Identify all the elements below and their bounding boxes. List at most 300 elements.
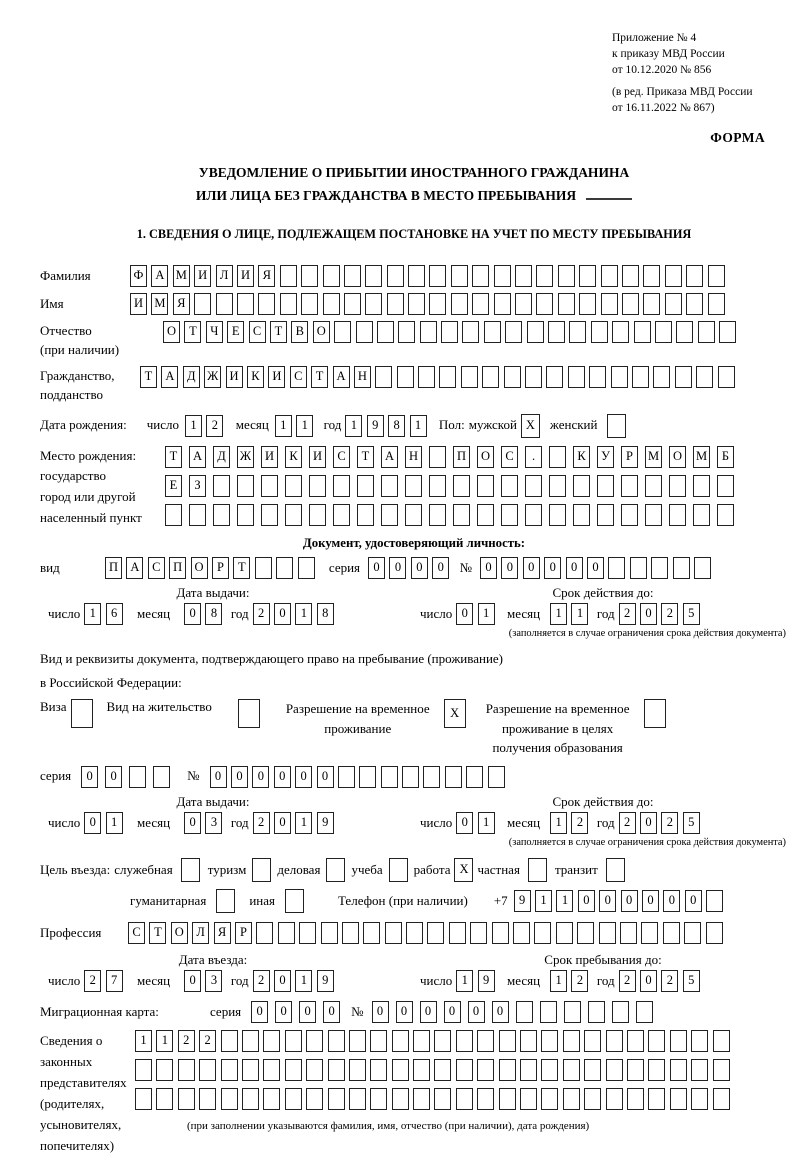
- sex-male-checkbox[interactable]: X: [521, 414, 540, 438]
- char-cell[interactable]: [413, 1030, 430, 1052]
- char-cell[interactable]: [423, 766, 440, 788]
- char-cell[interactable]: [717, 504, 734, 526]
- char-cell[interactable]: [477, 504, 494, 526]
- char-cell[interactable]: [669, 475, 686, 497]
- char-cell[interactable]: 0: [456, 603, 473, 625]
- char-cell[interactable]: 0: [184, 603, 201, 625]
- char-cell[interactable]: [472, 265, 489, 287]
- char-cell[interactable]: [213, 504, 230, 526]
- char-cell[interactable]: М: [645, 446, 662, 468]
- char-cell[interactable]: [676, 321, 693, 343]
- char-cell[interactable]: [178, 1088, 195, 1110]
- char-cell[interactable]: [549, 504, 566, 526]
- char-cell[interactable]: [377, 321, 394, 343]
- char-cell[interactable]: М: [173, 265, 190, 287]
- char-cell[interactable]: [392, 1030, 409, 1052]
- char-cell[interactable]: [456, 1059, 473, 1081]
- char-cell[interactable]: [589, 366, 606, 388]
- char-cell[interactable]: [534, 922, 551, 944]
- char-cell[interactable]: 3: [205, 970, 222, 992]
- char-cell[interactable]: [255, 557, 272, 579]
- char-cell[interactable]: 0: [274, 766, 291, 788]
- char-cell[interactable]: 2: [84, 970, 101, 992]
- purpose-official-checkbox[interactable]: [181, 858, 200, 882]
- char-cell[interactable]: И: [268, 366, 285, 388]
- char-cell[interactable]: [627, 1088, 644, 1110]
- char-cell[interactable]: Ж: [237, 446, 254, 468]
- sex-female-checkbox[interactable]: [607, 414, 626, 438]
- char-cell[interactable]: З: [189, 475, 206, 497]
- char-cell[interactable]: [648, 1030, 665, 1052]
- char-cell[interactable]: И: [194, 265, 211, 287]
- char-cell[interactable]: [221, 1030, 238, 1052]
- char-cell[interactable]: [189, 504, 206, 526]
- char-cell[interactable]: [387, 265, 404, 287]
- char-cell[interactable]: [453, 475, 470, 497]
- char-cell[interactable]: [237, 293, 254, 315]
- char-cell[interactable]: 8: [317, 603, 334, 625]
- char-cell[interactable]: К: [247, 366, 264, 388]
- char-cell[interactable]: [525, 475, 542, 497]
- char-cell[interactable]: [686, 293, 703, 315]
- char-cell[interactable]: [651, 557, 668, 579]
- char-cell[interactable]: [584, 1059, 601, 1081]
- char-cell[interactable]: 0: [274, 603, 291, 625]
- char-cell[interactable]: 0: [663, 890, 680, 912]
- char-cell[interactable]: [569, 321, 586, 343]
- char-cell[interactable]: П: [453, 446, 470, 468]
- char-cell[interactable]: [632, 366, 649, 388]
- char-cell[interactable]: [276, 557, 293, 579]
- char-cell[interactable]: [285, 1088, 302, 1110]
- char-cell[interactable]: [477, 1059, 494, 1081]
- char-cell[interactable]: И: [261, 446, 278, 468]
- char-cell[interactable]: 0: [368, 557, 385, 579]
- char-cell[interactable]: [375, 366, 392, 388]
- char-cell[interactable]: [606, 1088, 623, 1110]
- char-cell[interactable]: [611, 366, 628, 388]
- char-cell[interactable]: [622, 265, 639, 287]
- char-cell[interactable]: [622, 293, 639, 315]
- char-cell[interactable]: [306, 1088, 323, 1110]
- char-cell[interactable]: [349, 1059, 366, 1081]
- char-cell[interactable]: [645, 475, 662, 497]
- char-cell[interactable]: [398, 321, 415, 343]
- char-cell[interactable]: 8: [205, 603, 222, 625]
- char-cell[interactable]: Т: [357, 446, 374, 468]
- char-cell[interactable]: [713, 1088, 730, 1110]
- char-cell[interactable]: [381, 766, 398, 788]
- char-cell[interactable]: 0: [685, 890, 702, 912]
- char-cell[interactable]: [669, 504, 686, 526]
- char-cell[interactable]: [342, 922, 359, 944]
- char-cell[interactable]: 0: [501, 557, 518, 579]
- char-cell[interactable]: 2: [253, 812, 270, 834]
- char-cell[interactable]: 1: [456, 970, 473, 992]
- char-cell[interactable]: 0: [640, 970, 657, 992]
- char-cell[interactable]: [708, 265, 725, 287]
- char-cell[interactable]: [213, 475, 230, 497]
- char-cell[interactable]: 1: [296, 415, 313, 437]
- char-cell[interactable]: [413, 1059, 430, 1081]
- char-cell[interactable]: Р: [212, 557, 229, 579]
- char-cell[interactable]: 0: [492, 1001, 509, 1023]
- char-cell[interactable]: О: [477, 446, 494, 468]
- char-cell[interactable]: [309, 475, 326, 497]
- char-cell[interactable]: А: [126, 557, 143, 579]
- char-cell[interactable]: 0: [81, 766, 98, 788]
- char-cell[interactable]: [357, 475, 374, 497]
- char-cell[interactable]: 0: [396, 1001, 413, 1023]
- char-cell[interactable]: [477, 1030, 494, 1052]
- char-cell[interactable]: [357, 504, 374, 526]
- char-cell[interactable]: [178, 1059, 195, 1081]
- char-cell[interactable]: С: [333, 446, 350, 468]
- temp-residence-education-checkbox[interactable]: [644, 699, 666, 728]
- char-cell[interactable]: [461, 366, 478, 388]
- char-cell[interactable]: [675, 366, 692, 388]
- char-cell[interactable]: 8: [388, 415, 405, 437]
- char-cell[interactable]: [663, 922, 680, 944]
- char-cell[interactable]: [135, 1088, 152, 1110]
- purpose-transit-checkbox[interactable]: [606, 858, 625, 882]
- char-cell[interactable]: [698, 321, 715, 343]
- char-cell[interactable]: [477, 475, 494, 497]
- char-cell[interactable]: [655, 321, 672, 343]
- char-cell[interactable]: 0: [444, 1001, 461, 1023]
- char-cell[interactable]: [520, 1059, 537, 1081]
- char-cell[interactable]: 0: [252, 766, 269, 788]
- char-cell[interactable]: Т: [149, 922, 166, 944]
- char-cell[interactable]: [363, 922, 380, 944]
- char-cell[interactable]: О: [163, 321, 180, 343]
- char-cell[interactable]: [568, 366, 585, 388]
- char-cell[interactable]: 0: [372, 1001, 389, 1023]
- char-cell[interactable]: [686, 265, 703, 287]
- char-cell[interactable]: [612, 1001, 629, 1023]
- char-cell[interactable]: [328, 1088, 345, 1110]
- char-cell[interactable]: 0: [587, 557, 604, 579]
- char-cell[interactable]: [549, 446, 566, 468]
- char-cell[interactable]: Л: [192, 922, 209, 944]
- char-cell[interactable]: [385, 922, 402, 944]
- char-cell[interactable]: [392, 1059, 409, 1081]
- char-cell[interactable]: [299, 922, 316, 944]
- char-cell[interactable]: [129, 766, 146, 788]
- char-cell[interactable]: У: [597, 446, 614, 468]
- char-cell[interactable]: 0: [184, 970, 201, 992]
- char-cell[interactable]: [691, 1088, 708, 1110]
- char-cell[interactable]: [621, 475, 638, 497]
- char-cell[interactable]: [441, 321, 458, 343]
- char-cell[interactable]: 0: [456, 812, 473, 834]
- char-cell[interactable]: 2: [199, 1030, 216, 1052]
- char-cell[interactable]: [494, 265, 511, 287]
- char-cell[interactable]: [516, 1001, 533, 1023]
- char-cell[interactable]: 1: [410, 415, 427, 437]
- char-cell[interactable]: И: [237, 265, 254, 287]
- char-cell[interactable]: Т: [184, 321, 201, 343]
- char-cell[interactable]: 0: [105, 766, 122, 788]
- char-cell[interactable]: [691, 1059, 708, 1081]
- purpose-work-checkbox[interactable]: X: [454, 858, 473, 882]
- char-cell[interactable]: 9: [367, 415, 384, 437]
- char-cell[interactable]: [515, 293, 532, 315]
- purpose-private-checkbox[interactable]: [528, 858, 547, 882]
- char-cell[interactable]: 0: [578, 890, 595, 912]
- char-cell[interactable]: Ф: [130, 265, 147, 287]
- char-cell[interactable]: [156, 1059, 173, 1081]
- char-cell[interactable]: А: [161, 366, 178, 388]
- char-cell[interactable]: [515, 265, 532, 287]
- char-cell[interactable]: Д: [213, 446, 230, 468]
- char-cell[interactable]: [584, 1030, 601, 1052]
- char-cell[interactable]: [636, 1001, 653, 1023]
- char-cell[interactable]: [365, 293, 382, 315]
- char-cell[interactable]: [285, 475, 302, 497]
- char-cell[interactable]: 1: [550, 603, 567, 625]
- char-cell[interactable]: [333, 504, 350, 526]
- char-cell[interactable]: Т: [311, 366, 328, 388]
- char-cell[interactable]: [306, 1059, 323, 1081]
- char-cell[interactable]: П: [169, 557, 186, 579]
- char-cell[interactable]: Н: [354, 366, 371, 388]
- char-cell[interactable]: [338, 766, 355, 788]
- char-cell[interactable]: [648, 1088, 665, 1110]
- char-cell[interactable]: 9: [478, 970, 495, 992]
- char-cell[interactable]: [420, 321, 437, 343]
- char-cell[interactable]: 5: [683, 812, 700, 834]
- char-cell[interactable]: Т: [270, 321, 287, 343]
- char-cell[interactable]: М: [151, 293, 168, 315]
- char-cell[interactable]: С: [290, 366, 307, 388]
- char-cell[interactable]: 0: [523, 557, 540, 579]
- char-cell[interactable]: [387, 293, 404, 315]
- char-cell[interactable]: 5: [683, 603, 700, 625]
- char-cell[interactable]: О: [669, 446, 686, 468]
- char-cell[interactable]: [621, 504, 638, 526]
- char-cell[interactable]: [564, 1001, 581, 1023]
- char-cell[interactable]: А: [189, 446, 206, 468]
- char-cell[interactable]: [563, 1059, 580, 1081]
- char-cell[interactable]: 0: [599, 890, 616, 912]
- char-cell[interactable]: [429, 265, 446, 287]
- char-cell[interactable]: [691, 1030, 708, 1052]
- char-cell[interactable]: [194, 293, 211, 315]
- char-cell[interactable]: 0: [621, 890, 638, 912]
- char-cell[interactable]: 7: [106, 970, 123, 992]
- char-cell[interactable]: [237, 475, 254, 497]
- char-cell[interactable]: Н: [405, 446, 422, 468]
- char-cell[interactable]: [563, 1030, 580, 1052]
- char-cell[interactable]: [540, 1001, 557, 1023]
- char-cell[interactable]: [445, 766, 462, 788]
- char-cell[interactable]: [413, 1088, 430, 1110]
- char-cell[interactable]: [199, 1059, 216, 1081]
- char-cell[interactable]: 1: [535, 890, 552, 912]
- char-cell[interactable]: [501, 504, 518, 526]
- char-cell[interactable]: Р: [235, 922, 252, 944]
- char-cell[interactable]: [439, 366, 456, 388]
- char-cell[interactable]: [456, 1030, 473, 1052]
- char-cell[interactable]: [499, 1088, 516, 1110]
- char-cell[interactable]: 9: [514, 890, 531, 912]
- char-cell[interactable]: 0: [544, 557, 561, 579]
- char-cell[interactable]: С: [128, 922, 145, 944]
- char-cell[interactable]: [477, 1088, 494, 1110]
- char-cell[interactable]: Я: [258, 265, 275, 287]
- char-cell[interactable]: [370, 1088, 387, 1110]
- char-cell[interactable]: 0: [640, 812, 657, 834]
- char-cell[interactable]: 0: [432, 557, 449, 579]
- char-cell[interactable]: [513, 922, 530, 944]
- char-cell[interactable]: С: [249, 321, 266, 343]
- char-cell[interactable]: Л: [216, 265, 233, 287]
- char-cell[interactable]: [280, 265, 297, 287]
- char-cell[interactable]: [591, 321, 608, 343]
- char-cell[interactable]: [456, 1088, 473, 1110]
- char-cell[interactable]: [597, 504, 614, 526]
- char-cell[interactable]: [285, 1030, 302, 1052]
- char-cell[interactable]: [323, 293, 340, 315]
- char-cell[interactable]: 6: [106, 603, 123, 625]
- char-cell[interactable]: [328, 1059, 345, 1081]
- char-cell[interactable]: [520, 1030, 537, 1052]
- char-cell[interactable]: И: [130, 293, 147, 315]
- char-cell[interactable]: [381, 504, 398, 526]
- char-cell[interactable]: 0: [323, 1001, 340, 1023]
- char-cell[interactable]: [601, 265, 618, 287]
- char-cell[interactable]: [525, 366, 542, 388]
- char-cell[interactable]: 2: [661, 812, 678, 834]
- temp-residence-checkbox[interactable]: X: [444, 699, 466, 728]
- char-cell[interactable]: [453, 504, 470, 526]
- char-cell[interactable]: [263, 1088, 280, 1110]
- char-cell[interactable]: [548, 321, 565, 343]
- char-cell[interactable]: Р: [621, 446, 638, 468]
- char-cell[interactable]: 2: [619, 812, 636, 834]
- char-cell[interactable]: К: [573, 446, 590, 468]
- char-cell[interactable]: [627, 1030, 644, 1052]
- char-cell[interactable]: 1: [550, 970, 567, 992]
- char-cell[interactable]: [434, 1059, 451, 1081]
- char-cell[interactable]: [670, 1030, 687, 1052]
- char-cell[interactable]: М: [693, 446, 710, 468]
- char-cell[interactable]: [323, 265, 340, 287]
- char-cell[interactable]: 1: [275, 415, 292, 437]
- char-cell[interactable]: [549, 475, 566, 497]
- char-cell[interactable]: [573, 504, 590, 526]
- char-cell[interactable]: [563, 1088, 580, 1110]
- char-cell[interactable]: [665, 265, 682, 287]
- char-cell[interactable]: 1: [106, 812, 123, 834]
- char-cell[interactable]: [706, 890, 723, 912]
- char-cell[interactable]: 1: [84, 603, 101, 625]
- char-cell[interactable]: [285, 504, 302, 526]
- char-cell[interactable]: [280, 293, 297, 315]
- char-cell[interactable]: [328, 1030, 345, 1052]
- char-cell[interactable]: [648, 1059, 665, 1081]
- char-cell[interactable]: Т: [233, 557, 250, 579]
- char-cell[interactable]: С: [148, 557, 165, 579]
- char-cell[interactable]: [429, 475, 446, 497]
- char-cell[interactable]: [670, 1059, 687, 1081]
- char-cell[interactable]: 0: [184, 812, 201, 834]
- char-cell[interactable]: [558, 265, 575, 287]
- char-cell[interactable]: 2: [661, 970, 678, 992]
- char-cell[interactable]: [504, 366, 521, 388]
- char-cell[interactable]: Ж: [204, 366, 221, 388]
- char-cell[interactable]: [333, 475, 350, 497]
- char-cell[interactable]: [434, 1030, 451, 1052]
- char-cell[interactable]: [579, 265, 596, 287]
- char-cell[interactable]: [309, 504, 326, 526]
- char-cell[interactable]: 0: [389, 557, 406, 579]
- char-cell[interactable]: [434, 1088, 451, 1110]
- char-cell[interactable]: [256, 922, 273, 944]
- char-cell[interactable]: В: [291, 321, 308, 343]
- char-cell[interactable]: Б: [717, 446, 734, 468]
- char-cell[interactable]: [541, 1030, 558, 1052]
- char-cell[interactable]: Е: [227, 321, 244, 343]
- char-cell[interactable]: 1: [556, 890, 573, 912]
- char-cell[interactable]: [408, 293, 425, 315]
- char-cell[interactable]: 0: [468, 1001, 485, 1023]
- char-cell[interactable]: [601, 293, 618, 315]
- char-cell[interactable]: П: [105, 557, 122, 579]
- char-cell[interactable]: [634, 321, 651, 343]
- char-cell[interactable]: И: [226, 366, 243, 388]
- purpose-humanitarian-checkbox[interactable]: [216, 889, 235, 913]
- char-cell[interactable]: [242, 1030, 259, 1052]
- char-cell[interactable]: 1: [571, 603, 588, 625]
- char-cell[interactable]: [713, 1030, 730, 1052]
- char-cell[interactable]: [429, 293, 446, 315]
- char-cell[interactable]: 0: [642, 890, 659, 912]
- char-cell[interactable]: [418, 366, 435, 388]
- char-cell[interactable]: 1: [156, 1030, 173, 1052]
- char-cell[interactable]: [484, 321, 501, 343]
- char-cell[interactable]: [673, 557, 690, 579]
- char-cell[interactable]: [612, 321, 629, 343]
- char-cell[interactable]: [263, 1059, 280, 1081]
- char-cell[interactable]: [520, 1088, 537, 1110]
- char-cell[interactable]: 0: [317, 766, 334, 788]
- purpose-other-checkbox[interactable]: [285, 889, 304, 913]
- char-cell[interactable]: 2: [178, 1030, 195, 1052]
- char-cell[interactable]: Я: [173, 293, 190, 315]
- char-cell[interactable]: [482, 366, 499, 388]
- char-cell[interactable]: [365, 265, 382, 287]
- char-cell[interactable]: [301, 293, 318, 315]
- char-cell[interactable]: [536, 293, 553, 315]
- char-cell[interactable]: 0: [275, 1001, 292, 1023]
- char-cell[interactable]: Т: [140, 366, 157, 388]
- char-cell[interactable]: [242, 1088, 259, 1110]
- char-cell[interactable]: 0: [231, 766, 248, 788]
- char-cell[interactable]: [429, 504, 446, 526]
- char-cell[interactable]: [321, 922, 338, 944]
- char-cell[interactable]: Д: [183, 366, 200, 388]
- char-cell[interactable]: 2: [253, 970, 270, 992]
- char-cell[interactable]: [558, 293, 575, 315]
- char-cell[interactable]: 0: [295, 766, 312, 788]
- char-cell[interactable]: [449, 922, 466, 944]
- char-cell[interactable]: [541, 1059, 558, 1081]
- char-cell[interactable]: 2: [253, 603, 270, 625]
- char-cell[interactable]: [451, 265, 468, 287]
- char-cell[interactable]: [237, 504, 254, 526]
